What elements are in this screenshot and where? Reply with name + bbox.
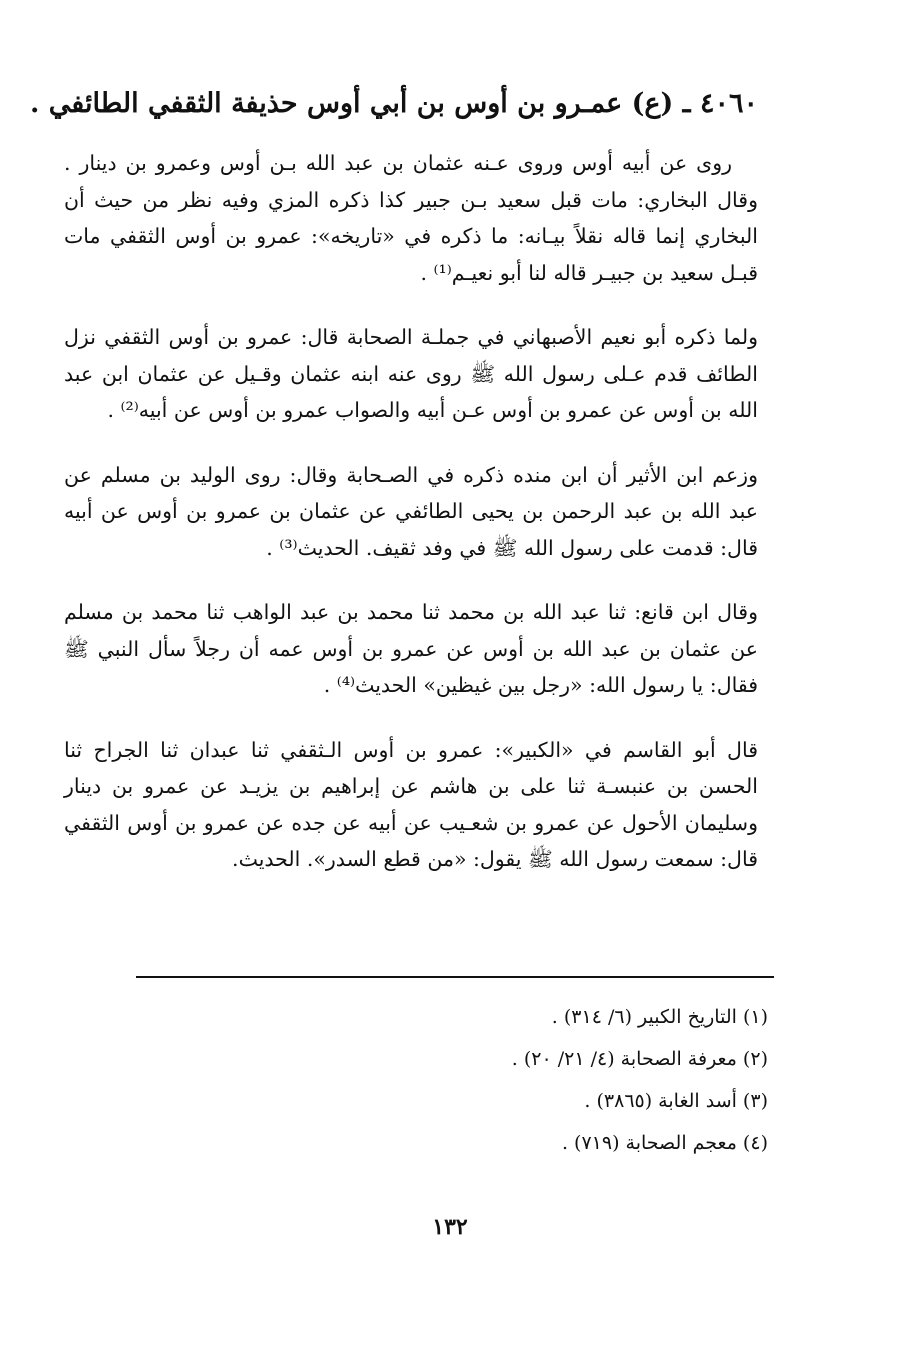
footnote-3: (٣) أسد الغابة (٣٨٦٥) .: [584, 1090, 768, 1112]
footnote-1: (١) التاريخ الكبير (٦/ ٣١٤) .: [551, 1006, 768, 1028]
paragraph-4: [64, 594, 758, 704]
footnotes: [168, 996, 768, 1164]
paragraph-2: [64, 319, 758, 429]
paragraph-3-text: وزعم ابن الأثير أن ابن منده ذكره في الصـحابة وقال: روى الوليد بن مسلم عن عبد الله بن عبد الرحمن بن يحيى الطائفي عن عثمان بن عمرو بن أوس عن أبيه قال: قدمت على رسول الله ﷺ في وفد ثقيف. الحديث⁽³⁾ .: [64, 462, 758, 560]
paragraph-1: [64, 145, 758, 291]
footnote-2: (٢) معرفة الصحابة (٤/ ٢١/ ٢٠) .: [511, 1048, 768, 1070]
paragraph-5-text: قال أبو القاسم في «الكبير»: عمرو بن أوس الـثقفي ثنا عبدان ثنا الجراح ثنا الحسن بن عنبسـة ثنا على بن هاشم عن إبراهيم بن يزيـد عن عمرو بن دينار وسليمان الأحول عن عمرو بن شعـيب عن أبيه عن جده عن عمرو بن أوس الثقفي قال: سمعت رسول الله ﷺ يقول: «من قطع السدر». الحديث.: [64, 737, 758, 871]
entry-heading: ٤٠٦٠ ـ (ع) عمـرو بن أوس بن أبي أوس حذيفة الثقفي الطائفي .: [30, 88, 758, 119]
footnote-4: (٤) معجم الصحابة (٧١٩) .: [561, 1132, 768, 1154]
footnote-divider: [136, 976, 774, 978]
paragraph-3: [64, 457, 758, 567]
paragraph-5: [64, 732, 758, 878]
body-text: [64, 145, 758, 906]
page-number: ١٣٢: [432, 1214, 468, 1240]
paragraph-4-text: وقال ابن قانع: ثنا عبد الله بن محمد ثنا محمد بن عبد الواهب ثنا محمد بن مسلم عن عثمان بن عبد الله بن أوس عن عمرو بن أوس عمه أن رجلاً سأل النبي ﷺ فقال: يا رسول الله: «رجل بين غيظين» الحديث⁽⁴⁾ .: [64, 600, 758, 697]
paragraph-1-text: روى عن أبيه أوس وروى عـنه عثمان بن عبد الله بـن أوس وعمرو بن دينار . وقال البخاري: مات قبل سعيد بـن جبير كذا ذكره المزي وفيه نظر من حيث أن البخاري إنما قاله نقلاً بيـانه: ما ذكره في «تاريخه»: عمرو بن أوس الثقفي مات قبـل سعيد بن جبيـر قاله لنا أبو نعيـم⁽¹⁾ .: [64, 151, 758, 285]
paragraph-2-text: ولما ذكره أبو نعيم الأصبهاني في جملـة الصحابة قال: عمرو بن أوس الثقفي نزل الطائف قدم عـلى رسول الله ﷺ روى عنه ابنه عثمان وقـيل عن عثمان ابن عبد الله بن أوس عن عمرو بن أوس عـن أبيه والصواب عمرو بن أوس عن أبيه⁽²⁾ .: [64, 325, 758, 422]
